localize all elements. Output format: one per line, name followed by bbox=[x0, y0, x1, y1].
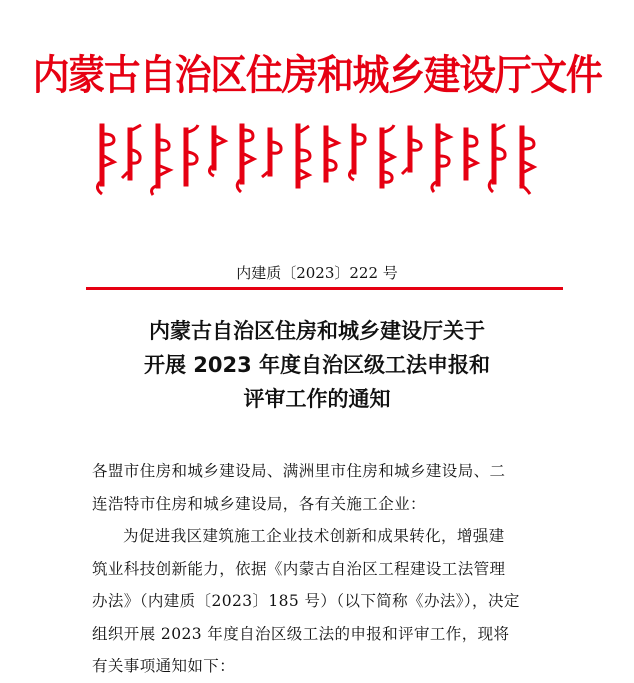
mongolian-word bbox=[262, 128, 281, 177]
mongolian-word bbox=[464, 128, 477, 180]
mongolian-word bbox=[520, 126, 534, 194]
body-paragraph-line-4: 组织开展 2023 年度自治区级工法的申报和评审工作，现将 bbox=[92, 624, 510, 643]
mongolian-word bbox=[122, 125, 141, 180]
mongolian-word bbox=[152, 124, 170, 195]
agency-header-title: 内蒙古自治区住房和城乡建设厅文件 bbox=[32, 51, 602, 99]
red-divider-line bbox=[86, 287, 563, 290]
mongolian-word bbox=[349, 124, 365, 180]
notice-title-line-1: 内蒙古自治区住房和城乡建设厅关于 bbox=[149, 319, 485, 343]
mongolian-word bbox=[184, 125, 198, 186]
notice-title-line-2: 开展 2023 年度自治区级工法申报和 bbox=[143, 353, 491, 377]
body-paragraph-line-2: 筑业科技创新能力，依据《内蒙古自治区工程建设工法管理 bbox=[92, 559, 506, 578]
addressee-line-2: 连浩特市住房和城乡建设局，各有关施工企业： bbox=[92, 494, 426, 513]
body-paragraph-line-5: 有关事项通知如下： bbox=[92, 657, 236, 675]
notice-title-line-3: 评审工作的通知 bbox=[243, 387, 391, 411]
mongolian-word bbox=[432, 124, 450, 192]
notice-title bbox=[0, 314, 634, 416]
mongolian-word bbox=[324, 126, 338, 182]
mongolian-word bbox=[209, 126, 225, 176]
mongolian-word bbox=[237, 124, 254, 192]
notice-body bbox=[92, 455, 552, 683]
body-paragraph-line-3: 办法》（内建质〔2023〕185 号）（以下简称《办法》），决定 bbox=[92, 592, 520, 610]
mongolian-word bbox=[97, 124, 114, 194]
mongolian-script-band bbox=[88, 122, 548, 196]
addressee-line-1: 各盟市住房和城乡建设局、满洲里市住房和城乡建设局、二 bbox=[92, 462, 506, 480]
body-paragraph-line-1: 为促进我区建筑施工企业技术创新和成果转化，增强建 bbox=[123, 527, 505, 545]
mongolian-word bbox=[489, 124, 505, 192]
document-number: 内建质〔2023〕222 号 bbox=[236, 264, 398, 282]
mongolian-word bbox=[380, 125, 394, 188]
mongolian-word bbox=[296, 124, 310, 188]
mongolian-word bbox=[402, 126, 421, 174]
